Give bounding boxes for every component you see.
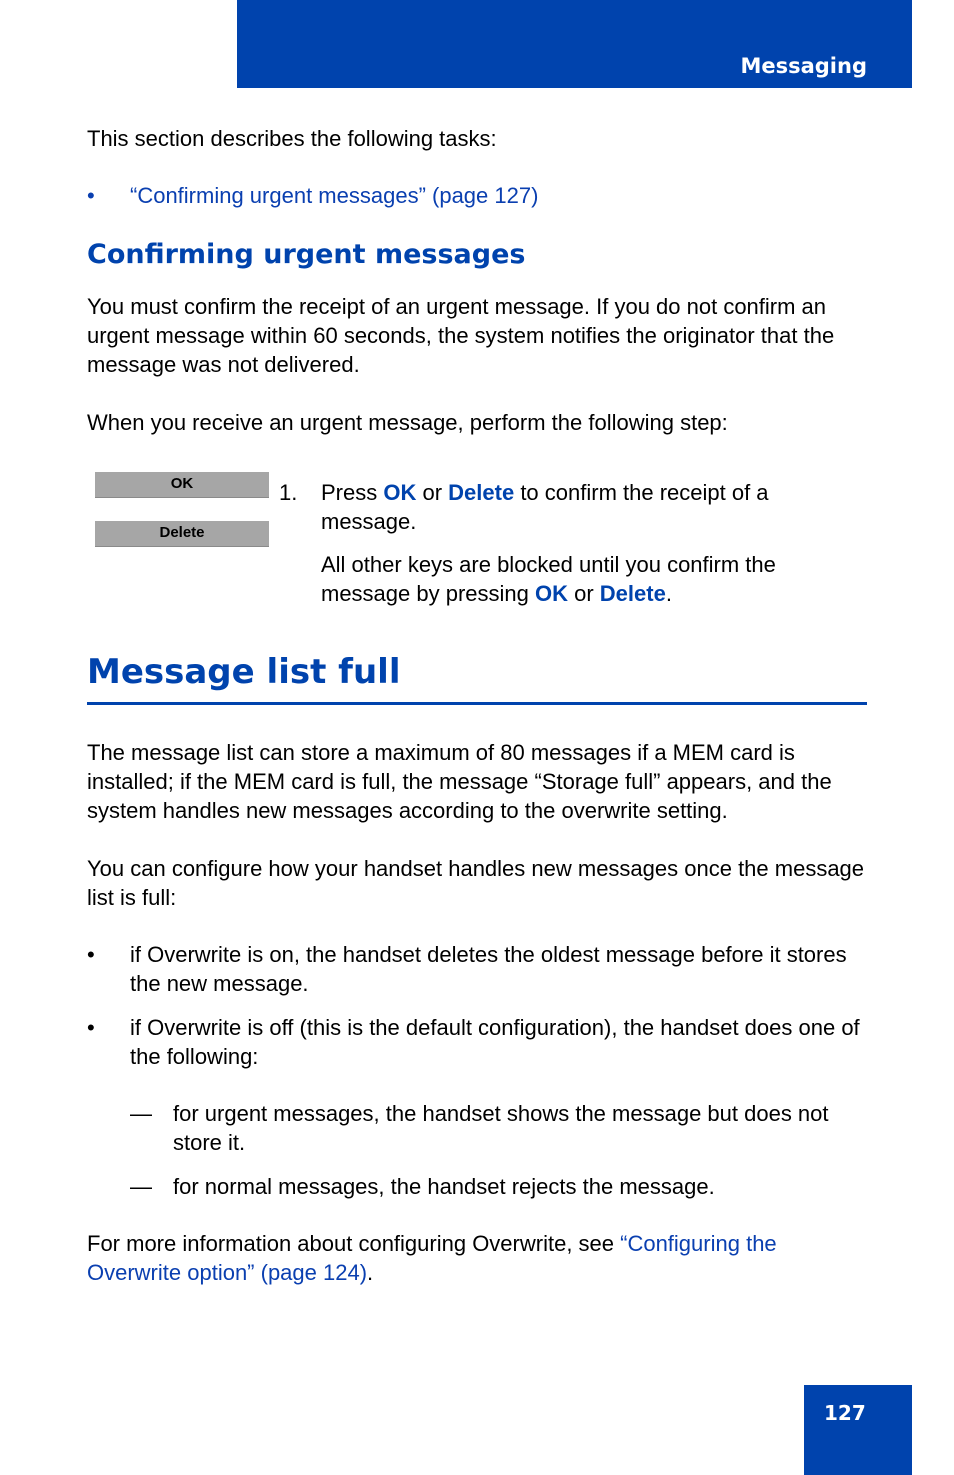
step-text: Press OK or Delete to confirm the receipt of a message. <box>321 480 769 534</box>
delete-key-ref: Delete <box>599 581 666 606</box>
dash: — <box>130 1101 152 1126</box>
heading-confirming-urgent: Confirming urgent messages <box>87 239 526 270</box>
heading-rule <box>87 702 867 705</box>
overwrite-off-text: if Overwrite is off (this is the default configuration), the handset does one of the following: <box>130 1015 860 1069</box>
intro-text: This section describes the following tasks: <box>87 126 497 151</box>
confirming-instruction: When you receive an urgent message, perform the following step: <box>87 410 728 435</box>
delete-softkey[interactable]: Delete <box>95 521 269 547</box>
dash: — <box>130 1174 152 1199</box>
page-number-box <box>804 1385 912 1475</box>
urgent-handling-text: for urgent messages, the handset shows the message but does not store it. <box>173 1101 829 1155</box>
link-configuring-overwrite[interactable]: “Configuring the Overwrite option” (page 124) <box>87 1231 777 1285</box>
page-number: 127 <box>824 1401 866 1425</box>
section-title: Messaging <box>740 54 867 78</box>
list-item <box>87 1013 867 1073</box>
normal-handling-text: for normal messages, the handset rejects the message. <box>173 1174 715 1199</box>
ok-key-ref: OK <box>535 581 568 606</box>
step-note: All other keys are blocked until you confirm the message by pressing OK or Delete. <box>321 552 776 606</box>
bullet: • <box>87 942 95 967</box>
overwrite-on-text: if Overwrite is on, the handset deletes the oldest message before it stores the new message. <box>130 942 847 996</box>
list-full-paragraph: The message list can store a maximum of 80 messages if a MEM card is installed; if the MEM card is full, the message “Storage full” appears, and the system handles new messages according to the overwrite setting. <box>87 740 832 823</box>
bullet: • <box>87 1015 95 1040</box>
sub-list-item <box>130 1172 867 1202</box>
list-item <box>87 940 867 1000</box>
step-number: 1. <box>279 480 298 505</box>
link-confirming-urgent[interactable]: “Confirming urgent messages” (page 127) <box>130 183 539 208</box>
confirming-paragraph: You must confirm the receipt of an urgent message. If you do not confirm an urgent message within 60 seconds, the system notifies the originator that the message was not delivered. <box>87 294 835 377</box>
heading-message-list-full: Message list full <box>87 652 401 692</box>
ok-softkey[interactable]: OK <box>95 472 269 498</box>
more-info-paragraph: For more information about configuring Overwrite, see “Configuring the Overwrite option” (page 124). <box>87 1231 777 1285</box>
ok-key-ref: OK <box>383 480 417 505</box>
bullet: • <box>87 183 95 208</box>
delete-key-ref: Delete <box>448 480 515 505</box>
configure-paragraph: You can configure how your handset handles new messages once the message list is full: <box>87 856 865 910</box>
sub-list-item <box>130 1099 867 1159</box>
header-bar <box>237 0 912 88</box>
